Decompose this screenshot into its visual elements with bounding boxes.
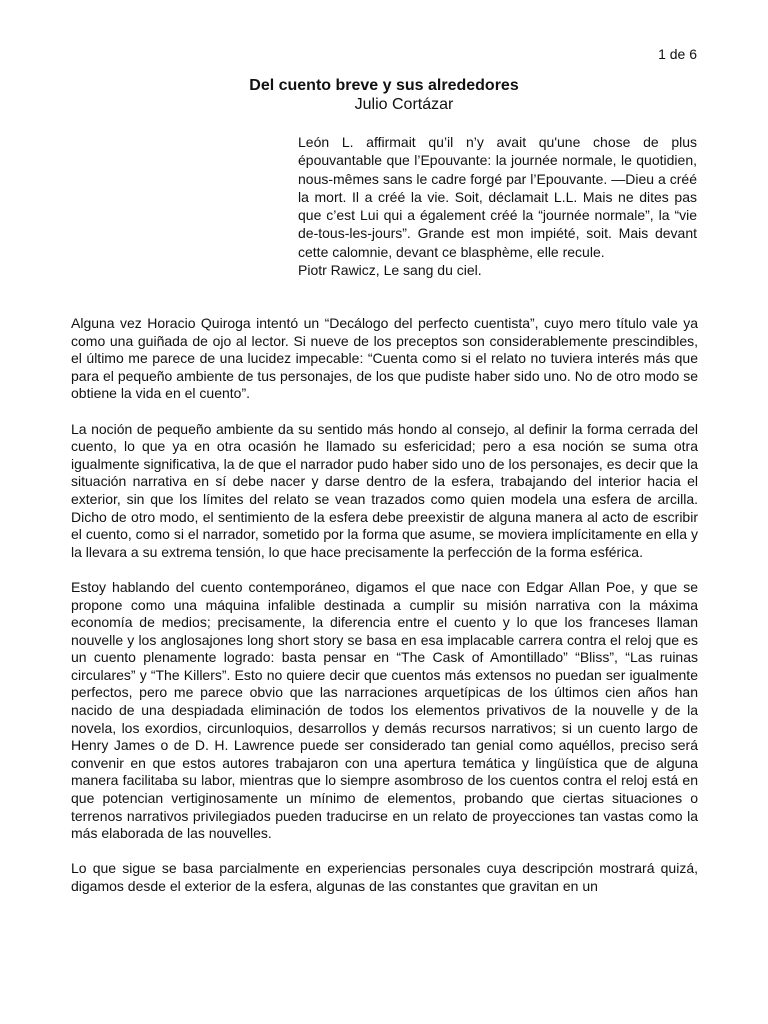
- epigraph: [298, 133, 697, 279]
- paragraph: Lo que sigue se basa parcialmente en experiencias personales cuya descripción mostrará quizá, digamos desde el exterior de la esfera, algunas de las constantes que gravitan en un: [71, 860, 698, 894]
- epigraph-text: León L. affirmait qu’il n’y avait qu'une chose de plus épouvantable que l’Epouvante: la journée normale, le quotidien, nous-mêmes sans le cadre forgé par l’Epouvante. —Dieu a créé la mort. Il a créé la vie. Soit, déclamait L.L. Mais ne dites pas que c’est Lui qui a également créé la “journée normale”, la “vie de-tous-les-jours”. Grande est mon impiété, soit. Mais devant cette calomnie, devant ce blasphème, elle recule.: [298, 134, 697, 260]
- body-text: [71, 315, 698, 913]
- document-title: Del cuento breve y sus alrededores: [249, 77, 519, 94]
- title-block: [0, 76, 768, 114]
- page-number: 1 de 6: [658, 46, 697, 62]
- author-name: Julio Cortázar: [354, 96, 454, 113]
- epigraph-source: Piotr Rawicz, Le sang du ciel.: [298, 262, 482, 279]
- paragraph: Estoy hablando del cuento contemporáneo, digamos el que nace con Edgar Allan Poe, y que se propone como una máquina infalible destinada a cumplir su misión narrativa con la máxima economía de medios; precisamente, la diferencia entre el cuento y lo que los franceses llaman nouvelle y los anglosajones long short story se basa en esa implacable carrera contra el reloj que es un cuento plenamente logrado: basta pensar en “The Cask of Amontillado” “Bliss”, “Las ruinas circulares” y “The Killers”. Esto no quiere decir que cuentos más extensos no puedan ser igualmente perfectos, pero me parece obvio que las narraciones arquetípicas de los últimos cien años han nacido de una despiadada eliminación de todos los elementos privativos de la nouvelle y de la novela, los exordios, circunloquios, desarrollos y demás recursos narrativos; si un cuento largo de Henry James o de D. H. Lawrence puede ser considerado tan genial como aquéllos, preciso será convenir en que estos autores trabajaron con una apertura temática y lingüística que de alguna manera facilitaba su labor, mientras que lo siempre asombroso de los cuentos contra el reloj está en que potencian vertiginosamente un mínimo de elementos, probando que ciertas situaciones o terrenos narrativos privilegiados pueden traducirse en un relato de proyecciones tan vastas como la más elaborada de las nouvelles.: [71, 578, 698, 842]
- paragraph: La noción de pequeño ambiente da su sentido más hondo al consejo, al definir la forma cerrada del cuento, lo que ya en otra ocasión he llamado su esfericidad; pero a esa noción se suma otra igualmente significativa, la de que el narrador pudo haber sido uno de los personajes, es decir que la situación narrativa en sí debe nacer y darse dentro de la esfera, trabajando del interior hacia el exterior, sin que los límites del relato se vean trazados como quien modela una esfera de arcilla. Dicho de otro modo, el sentimiento de la esfera debe preexistir de alguna manera al acto de escribir el cuento, como si el narrador, sometido por la forma que asume, se moviera implícitamente en ella y la llevara a su extrema tensión, lo que hace precisamente la perfección de la forma esférica.: [71, 420, 698, 560]
- paragraph: Alguna vez Horacio Quiroga intentó un “Decálogo del perfecto cuentista”, cuyo mero título vale ya como una guiñada de ojo al lector. Si nueve de los preceptos son considerablemente prescindibles, el último me parece de una lucidez impecable: “Cuenta como si el relato no tuviera interés más que para el pequeño ambiente de tus personajes, de los que pudiste haber sido uno. No de otro modo se obtiene la vida en el cuento”.: [71, 315, 698, 402]
